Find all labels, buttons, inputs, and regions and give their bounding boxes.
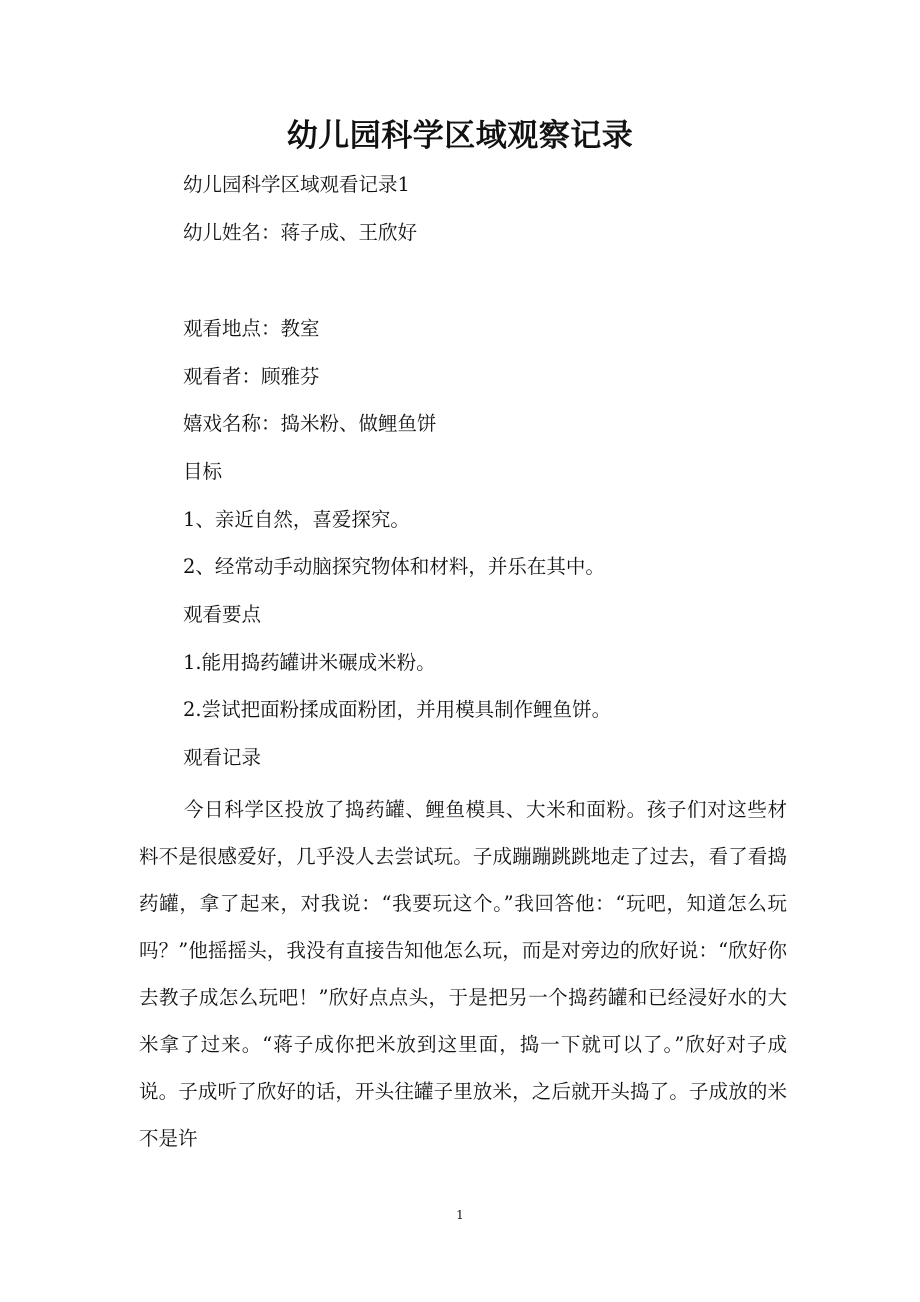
location-line: 观看地点：教室: [183, 317, 320, 340]
subtitle-line: 幼儿园科学区域观看记录1: [183, 173, 410, 196]
page-number: 1: [456, 1208, 464, 1222]
observation-point-2: 2.尝试把面粉揉成面粉团，并用模具制作鲤鱼饼。: [183, 698, 612, 721]
observation-points-heading: 观看要点: [183, 603, 262, 626]
child-names-line: 幼儿姓名：蒋子成、王欣好: [183, 221, 418, 244]
observer-line: 观看者：顾雅芬: [183, 365, 320, 388]
observation-point-1: 1.能用捣药罐讲米碾成米粉。: [183, 651, 436, 674]
observation-record-heading: 观看记录: [183, 746, 262, 769]
goal-item-1: 1、亲近自然，喜爱探究。: [183, 508, 410, 531]
goal-item-2: 2、经常动手动脑探究物体和材料，并乐在其中。: [183, 555, 605, 578]
observation-record-paragraph: 今日科学区投放了捣药罐、鲤鱼模具、大米和面粉。孩子们对这些材料不是很感爱好，几乎没人去尝试玩。子成蹦蹦跳跳地走了过去，看了看捣药罐，拿了起来，对我说：“我要玩这个。”我回答他：“玩吧，知道怎么玩吗？”他摇摇头，我没有直接告知他怎么玩，而是对旁边的欣好说：“欣好你去教子成怎么玩吧！”欣好点点头，于是把另一个捣药罐和已经浸好水的大米拿了过来。“蒋子成你把米放到这里面，捣一下就可以了。”欣好对子成说。子成听了欣好的话，开头往罐子里放米，之后就开头捣了。子成放的米不是许: [139, 798, 787, 1150]
document-title: 幼儿园科学区域观察记录: [286, 118, 634, 154]
game-name-line: 嬉戏名称：捣米粉、做鲤鱼饼: [183, 412, 437, 435]
goals-heading: 目标: [183, 460, 223, 483]
